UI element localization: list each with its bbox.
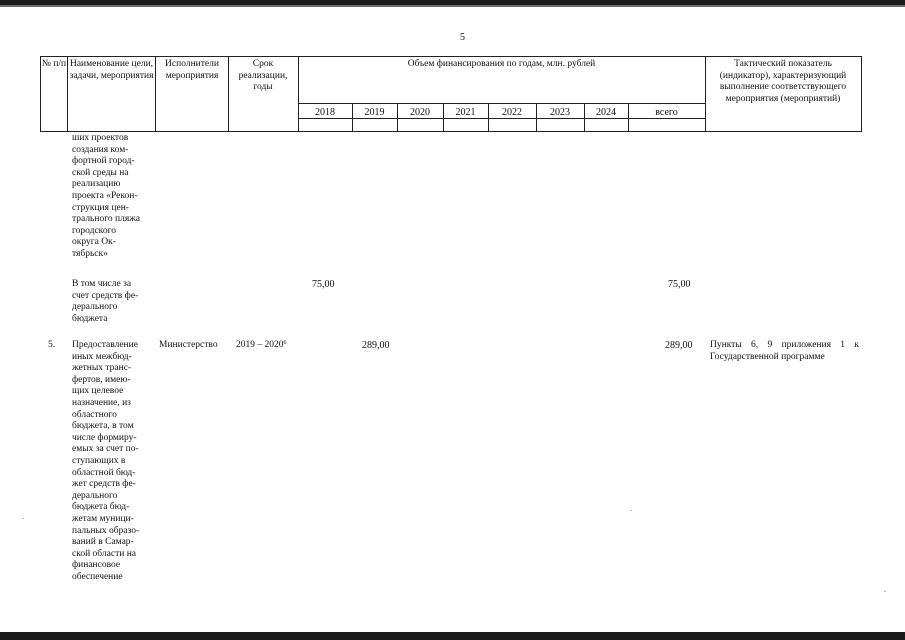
row5-total: 289,00 <box>665 340 693 351</box>
row5-num: 5. <box>48 340 56 350</box>
header-executors: Исполнители мероприятия <box>165 59 219 81</box>
row5-term-footnote: 6 <box>283 340 287 346</box>
year-2024: 2024 <box>596 107 616 118</box>
page-number: 5 <box>460 32 465 43</box>
scan-speck <box>884 591 886 592</box>
row5-indicator: Пункты 6, 9 приложения 1 к Государственной программе <box>710 340 859 362</box>
row5-name: Предоставление иных межбюд- жетных транс- фертов, имею- щих целевое назначение, из областного бюджета, в том числе формиру- емых за счет по- ступающих в областной бюд- жет средств фе- дерального бюджета бюд- жетам муници- пальных образо- ваний в Самар- ской области на финансовое обеспечение <box>72 340 140 582</box>
scan-speck <box>22 518 24 519</box>
year-2021: 2021 <box>455 107 476 118</box>
row-fed-2018: 75,00 <box>312 279 335 290</box>
scan-speck <box>630 510 632 511</box>
header-num: № п/п <box>41 59 67 69</box>
scan-border-top-shadow <box>0 5 905 7</box>
row-cont-name: ших проектов создания ком- фортной город- ской среды на реализацию проекта «Рекон- струкция цен- трального пляжа городского округа Ок- тябрьск» <box>72 133 140 259</box>
year-total: всего <box>655 107 678 118</box>
scan-border-bottom <box>0 632 905 640</box>
header-term: Срок реализации, годы <box>238 59 288 93</box>
year-2020: 2020 <box>410 107 430 118</box>
year-2019: 2019 <box>364 107 385 118</box>
year-2022: 2022 <box>502 107 522 118</box>
header-funding: Объем финансирования по годам, млн. рублей <box>407 59 596 69</box>
header-name: Наименование цели, задачи, мероприятия <box>69 59 154 81</box>
row5-2019: 289,00 <box>362 340 390 351</box>
row5-term: 2019 – 2020$^6$ <box>236 340 287 350</box>
row5-executor: Министерство <box>159 340 218 350</box>
row-fed-name: В том числе за счет средств фе- дерального бюджета <box>72 279 139 324</box>
header-indicator: Тактический показатель (индикатор), характеризующий выполнение соответствующего мероприятия (мероприятий) <box>719 59 847 104</box>
year-2018: 2018 <box>315 107 335 118</box>
row-fed-total: 75,00 <box>668 279 691 290</box>
year-2023: 2023 <box>550 107 570 118</box>
